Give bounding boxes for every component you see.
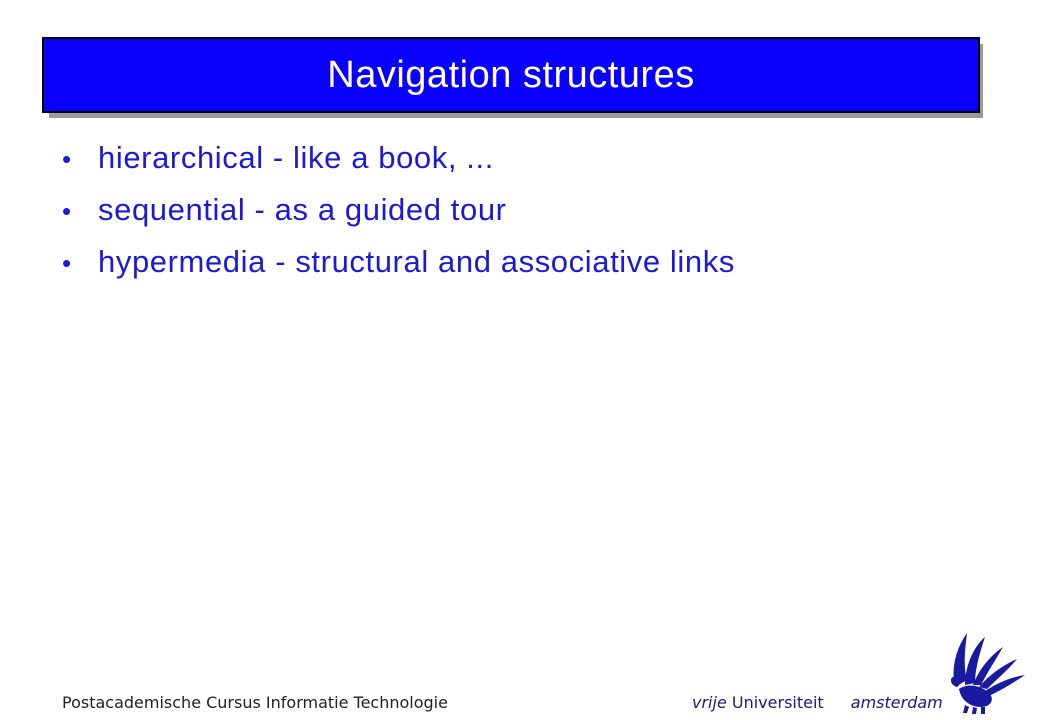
bullet-icon: • (62, 196, 72, 226)
footer-amsterdam: amsterdam (850, 693, 943, 712)
page-title: Navigation structures (327, 53, 695, 96)
bullet-text: sequential - as a guided tour (98, 192, 507, 227)
list-item (62, 140, 735, 192)
bullet-icon: • (62, 248, 72, 278)
footer-universiteit: Universiteit (731, 693, 824, 712)
footer-university (692, 693, 943, 712)
list-item (62, 192, 735, 244)
griffin-icon (945, 625, 1030, 715)
bullet-text: hierarchical - like a book, ... (98, 140, 494, 175)
list-item (62, 244, 735, 296)
title-banner (42, 37, 980, 113)
footer-vrije: vrije (692, 693, 727, 712)
bullet-text: hypermedia - structural and associative links (98, 244, 735, 279)
footer-course: Postacademische Cursus Informatie Technologie (62, 693, 448, 712)
bullet-list (62, 140, 735, 296)
bullet-icon: • (62, 144, 72, 174)
